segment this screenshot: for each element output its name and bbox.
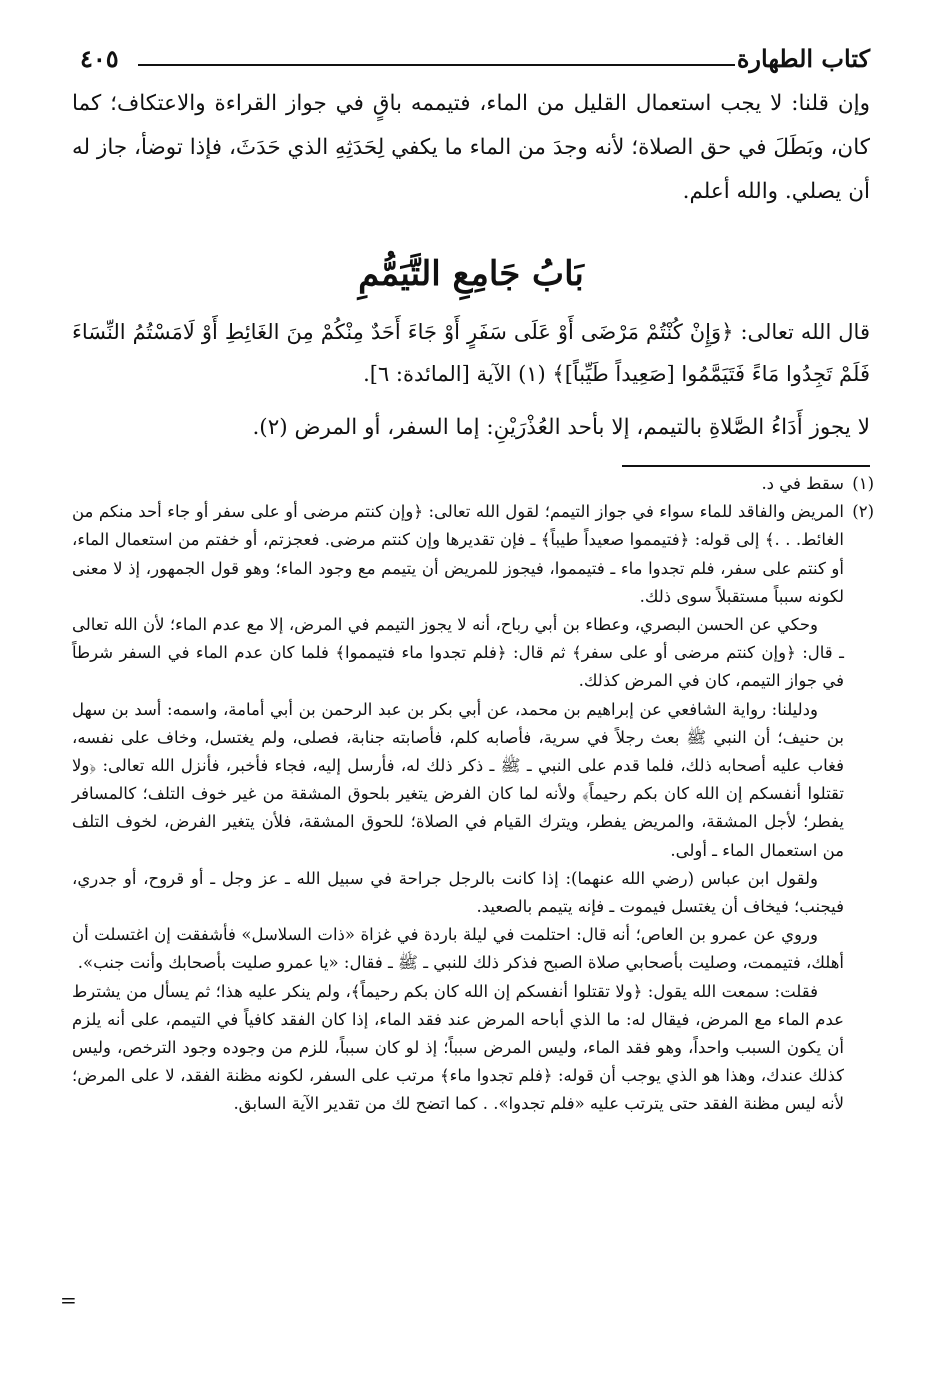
footnote-paragraph: ولقول ابن عباس (رضي الله عنهما): إذا كانت بالرجل جراحة في سبيل الله ـ عز وجل ـ أو قروح، أو جدري، فيجنب؛ فيخاف أن يغتسل فيموت ـ فإنه يتيمم بالصعيد. (72, 868, 844, 917)
footnote-2 (72, 498, 874, 1118)
footnote-paragraph: وروي عن عمرو بن العاص؛ أنه قال: احتلمت في ليلة باردة في غزاة «ذات السلاسل» فأشفقت إن اغتسلت أن أهلك، فتيممت، وصليت بأصحابي صلاة الصبح فذكر ذلك للنبي ـ ﷺ ـ فقال: «يا عمرو صليت بأصحابك وأنت جنب». (72, 925, 844, 973)
book-title: كتاب الطهارة (736, 44, 870, 73)
footnote-separator (622, 465, 870, 467)
footnote-number: (٢) (852, 502, 874, 522)
ruling-text: لا يجوز أَدَاءُ الصَّلاةِ بالتيمم، إلا بأحد العُذْرَيْنِ: إما السفر، أو المرض (٢). (252, 415, 870, 440)
footnote-1 (72, 470, 874, 498)
footnote-paragraph: المريض والفاقد للماء سواء في جواز التيمم؛ لقول الله تعالى: ﴿وإن كنتم مرضى أو على سفر أو جاء أحد منكم من الغائط. . .﴾ إلى قوله: ﴿فتيمموا صعيداً طيباً﴾ ـ فإن تقديرها وإن كنتم مرضى. فعجزتم، أو خفتم من استعمال الماء، أو كنتم على سفر، فلم تجدوا ماء ـ فتيمموا، فيجوز للمريض أن يتيمم مع وجود الماء؛ وهو قول الجمهور، إذ لا معنى لكونه سبباً مستقبلاً سوى ذلك. (72, 502, 844, 606)
ruling-paragraph (72, 406, 870, 450)
footnotes (72, 470, 874, 1119)
page-number: ٤٠٥ (80, 44, 119, 73)
footnote-paragraph: ودليلنا: رواية الشافعي عن إبراهيم بن محمد، عن أبي بكر بن عبد الرحمن بن أبي أمامة، واسمه: أسد بن سهل بن حنيف؛ أن النبي ﷺ بعث رجلاً في سرية، فأصابه كلم، فأصابته جنابة، فصلى، ولم يغتسل، وخاف على نفسه، فغاب عليه أصحابه ذلك، فلما قدم على النبي ـ ﷺ ـ ذكر ذلك له، فأرسل إليه، فجاء فأخبر، فأنزل الله تعالى: ﴿ولا تقتلوا أنفسكم إن الله كان بكم رحيماً﴾ ولأنه لما كان الفرض يتغير بلحوق المشقة من غير خوف التلف؛ كالمسافر يفطر؛ لأجل المشقة، والمريض يفطر، ويترك القيام في الصلاة؛ للحوق المشقة، فلأن يتغير الفرض، لخوف التلف من استعمال الماء ـ أولى. (72, 699, 844, 860)
chapter-title: بَابُ جَامِعِ التَّيَمُّمِ (358, 254, 584, 294)
intro-text: وإن قلنا: لا يجب استعمال القليل من الماء، فتيممه باقٍ في جواز القراءة والاعتكاف؛ كما كان، وبَطَلَ في حق الصلاة؛ لأنه وجدَ من الماء ما يكفي لِحَدَثِهِ الذي حَدَثَ، فإذا توضأ، جاز له أن يصلي. والله أعلم. (72, 91, 870, 204)
intro-paragraph (72, 82, 870, 214)
page-header (80, 44, 870, 78)
verse-text: قال الله تعالى: ﴿وَإِنْ كُنْتُمْ مَرْضَى أَوْ عَلَى سَفَرٍ أَوْ جَاءَ أَحَدٌ مِنْكُمْ مِنَ الغَائِطِ أَوْ لَامَسْتُمُ النِّسَاءَ فَلَمْ تَجِدُوا مَاءً فَتَيَمَّمُوا [صَعِيداً طَيِّباً]﴾ (١) الآية [المائدة: ٦]. (72, 320, 870, 386)
footnote-number: (١) (852, 474, 874, 493)
header-rule (138, 64, 735, 66)
footnote-paragraph: فقلت: سمعت الله يقول: ﴿ولا تقتلوا أنفسكم إن الله كان بكم رحيماً﴾، ولم ينكر عليه هذا؛ ثم يسأل من يشترط عدم الماء مع المرض، فيقال له: ما الذي أباحه المرض عند فقد الماء، إذا كان الفقد كافياً في التيمم، على أنه يلزم أن يكون السبب واحداً، وهو فقد الماء، وليس المرض سبباً؛ إذ لو كان سبباً، للزم من وجوده وجود الترخص، وليس كذلك عندك، وهذا هو الذي يوجب أن قوله: ﴿فلم تجدوا ماء﴾ مرتب على السفر، لكونه مظنة الفقد، لا على المرض؛ لأنه ليس مظنة الفقد حتى يترتب عليه «فلم تجدوا». . كما اتضح لك من تقدير الآية السابق. (72, 981, 844, 1114)
continuation-mark: = (60, 1288, 77, 1312)
footnote-paragraph: وحكي عن الحسن البصري، وعطاء بن أبي رباح، أنه لا يجوز التيمم في المرض، إلا مع عدم الماء؛ لأن الله تعالى ـ قال: ﴿وإن كنتم مرضى أو على سفر﴾ ثم قال: ﴿فلم تجدوا ماء فتيمموا﴾ فلما كان عدم الماء في السفر شرطاً في جواز التيمم، كان في المرض كذلك. (72, 615, 844, 691)
footnote-paragraph: سقط في د. (761, 474, 844, 493)
quran-verse (72, 311, 870, 395)
